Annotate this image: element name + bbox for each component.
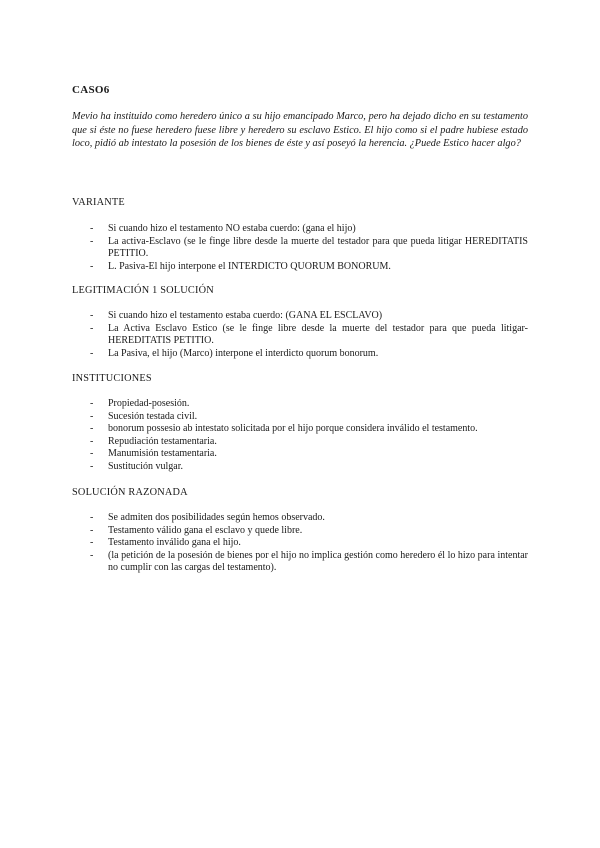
variante-list	[72, 223, 528, 273]
dash-marker: -	[90, 435, 94, 447]
list-item	[72, 323, 528, 348]
list-item	[72, 512, 528, 525]
dash-marker: -	[90, 410, 94, 422]
list-item	[72, 461, 528, 474]
dash-marker: -	[90, 549, 94, 561]
dash-marker: -	[90, 448, 94, 460]
list-item	[72, 348, 528, 361]
case-title: CASO6	[72, 84, 110, 96]
list-item-text: Manumisión testamentaria.	[108, 448, 217, 460]
dash-marker: -	[90, 310, 94, 321]
list-item	[72, 448, 528, 461]
legitimacion-list	[72, 310, 528, 360]
list-item-text: bonorum possesio ab intestato solicitada por el hijo porque considera inválido el testamento.	[108, 423, 478, 435]
list-item-text: Testamento válido gana el esclavo y quede libre.	[108, 524, 303, 536]
list-item	[72, 525, 528, 538]
list-item	[72, 537, 528, 550]
dash-marker: -	[90, 524, 94, 536]
list-item-text: Propiedad-posesión.	[108, 398, 190, 409]
list-item	[72, 550, 528, 575]
list-item-text: La Activa Esclavo Estico (se le finge libre desde la muerte del testador para que pueda litigar- HEREDITATIS PETITIO.	[108, 322, 528, 347]
list-item-text: La activa-Esclavo (se le finge libre desde la muerte del testador para que pueda litigar HEREDITATIS PETITIO.	[108, 235, 528, 260]
list-item	[72, 398, 528, 411]
list-item-text: Sustitución vulgar.	[108, 460, 183, 472]
list-item	[72, 261, 528, 274]
section-heading-legitimacion: LEGITIMACIÓN 1 SOLUCIÓN	[72, 285, 214, 296]
list-item-text: Si cuando hizo el testamento NO estaba cuerdo: (gana el hijo)	[108, 223, 356, 234]
list-item-text: Se admiten dos posibilidades según hemos observado.	[108, 512, 325, 523]
list-item	[72, 236, 528, 261]
list-item-text: Sucesión testada civil.	[108, 410, 198, 422]
list-item	[72, 223, 528, 236]
instituciones-list	[72, 398, 528, 474]
dash-marker: -	[90, 398, 94, 409]
list-item	[72, 423, 528, 436]
dash-marker: -	[90, 223, 94, 234]
list-item-text: L. Pasiva-El hijo interpone el INTERDICTO QUORUM BONORUM.	[108, 260, 391, 272]
list-item-text: Testamento inválido gana el hijo.	[108, 537, 241, 549]
list-item-text: Si cuando hizo el testamento estaba cuerdo: (GANA EL ESCLAVO)	[108, 310, 383, 321]
dash-marker: -	[90, 322, 94, 334]
dash-marker: -	[90, 512, 94, 523]
list-item	[72, 436, 528, 449]
section-heading-variante: VARIANTE	[72, 197, 125, 208]
solucion-razonada-list	[72, 512, 528, 575]
dash-marker: -	[90, 235, 94, 247]
section-heading-solucion-razonada: SOLUCIÓN RAZONADA	[72, 487, 188, 498]
dash-marker: -	[90, 537, 94, 549]
list-item-text: La Pasiva, el hijo (Marco) interpone el interdicto quorum bonorum.	[108, 347, 379, 359]
dash-marker: -	[90, 260, 94, 272]
dash-marker: -	[90, 460, 94, 472]
dash-marker: -	[90, 347, 94, 359]
list-item-text: Repudiación testamentaria.	[108, 435, 217, 447]
case-statement: Mevio ha instituido como heredero único a su hijo emancipado Marco, pero ha dejado dicho en su testamento que si éste no fuese heredero fuese libre y heredero su esclavo Estico. El hijo como si el padre hubiese estado loco, pidió ab intestato la posesión de los bienes de éste y así poseyó la herencia. ¿Puede Estico hacer algo?	[72, 111, 528, 149]
list-item-text: (la petición de la posesión de bienes por el hijo no implica gestión como heredero él lo hizo para intentar no cumplir con las cargas del testamento).	[108, 549, 528, 574]
list-item	[72, 411, 528, 424]
section-heading-instituciones: INSTITUCIONES	[72, 373, 152, 384]
dash-marker: -	[90, 423, 94, 435]
list-item	[72, 310, 528, 323]
